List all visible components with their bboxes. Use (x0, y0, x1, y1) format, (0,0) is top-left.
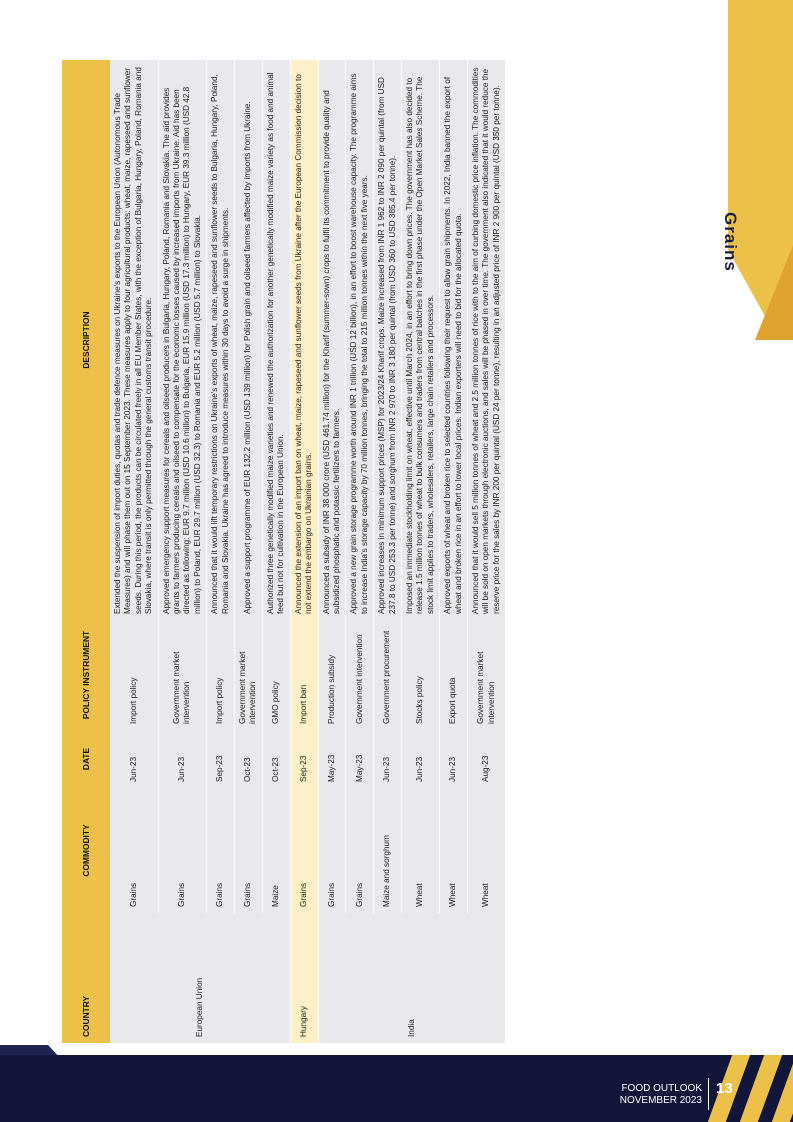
cell-policy-instrument: GMO policy (262, 620, 290, 730)
header-commodity: COMMODITY (62, 788, 110, 913)
cell-country: India (318, 913, 506, 1043)
cell-policy-instrument: Import policy (110, 620, 158, 730)
cell-commodity: Wheat (440, 788, 468, 913)
cell-commodity: Grains (110, 788, 158, 913)
cell-commodity: Grains (158, 788, 207, 913)
cell-commodity: Grains (346, 788, 374, 913)
cell-policy-instrument: Import ban (290, 620, 318, 730)
table-row (318, 60, 346, 1043)
cell-policy-instrument: Import policy (207, 620, 235, 730)
cell-description: Approved emergency support measures for cereals and oilseed producers in Bulgaria, Hungary, Poland, Romania and Slovakia. The aid provides grants to farmers producing cereals and oilseed to compensate for the economic losses caused by increased imports from Ukraine. Aid has been directed as following: EUR 9.7 million (USD 10.6 million) to Bulgaria, EUR 15.9 million (USD 17.3 million) to Hungary, EUR 39.3 million (USD 42.8 million) to Poland, EUR 29.7 million (USD 32.3) to Romania and EUR 5.2 million (USD 5.7 million) to Slovakia. (158, 60, 207, 620)
cell-description: Extended the suspension of import duties, quotas and trade defence measures on Ukraine's exports to the European Union (Autonomous Trade Measures) and will phase them out on 15 September 2023. These measures apply to four agricultural products: wheat, maize, rapeseed and sunflower seeds. During this period, the products can be circulated freely in all EU Member States, with the exception of Bulgaria, Hungary, Poland, Romania and Slovakia, where transit is only permitted through the general customs transit procedure. (110, 60, 158, 620)
header-date: DATE (62, 730, 110, 788)
cell-description: Approved a new grain storage programme worth around INR 1 trillion (USD 12 billion), in an effort to boost warehouse capacity. The programme aims to increase India's storage capacity by 70 million tonnes, bringing the total to 215 million tonnes within the next five years. (346, 60, 374, 620)
footer-divider (708, 1078, 709, 1110)
cell-date: Jun-23 (110, 730, 158, 788)
table-row (374, 60, 402, 1043)
cell-policy-instrument: Stocks policy (401, 620, 439, 730)
cell-date: Jun-23 (440, 730, 468, 788)
table-row (158, 60, 207, 1043)
header-country: COUNTRY (62, 913, 110, 1043)
table-body (110, 60, 506, 1043)
cell-date: Jun-23 (158, 730, 207, 788)
header-policy-instrument: POLICY INSTRUMENT (62, 620, 110, 730)
table-row (401, 60, 439, 1043)
cell-date: Jun-23 (374, 730, 402, 788)
cell-date: Oct-23 (235, 730, 263, 788)
cell-description: Announced the extension of an import ban on wheat, maize, rapeseed and sunflower seeds from Ukraine after the European Commission decision to not extend the embargo on Ukrainian grains. (290, 60, 318, 620)
table-row (262, 60, 290, 1043)
table-row (440, 60, 468, 1043)
cell-description: Announced a subsidy of INR 38 000 crore (USD 461.74 million) for the Kharif (summer-sown) crops to fulfil its commitment to provide quality and subsidized phosphatic and potassic fertilizers to farmers. (318, 60, 346, 620)
cell-policy-instrument: Government procurement (374, 620, 402, 730)
section-label: Grains (721, 212, 740, 272)
cell-description: Announced that it would lift temporary restrictions on Ukraine's exports of wheat, maize, rapeseed and sunflower seeds to Bulgaria, Hungary, Poland, Romania and Slovakia. Ukraine has agreed to introduce measures within 30 days to avoid a surge in shipments. (207, 60, 235, 620)
cell-commodity: Maize (262, 788, 290, 913)
cell-date: Sep-23 (290, 730, 318, 788)
cell-date: Aug-23 (467, 730, 505, 788)
cell-date: May-23 (346, 730, 374, 788)
cell-description: Approved increases in minimum support prices (MSP) for 2023/24 Kharif crops. Maize increased from INR 1 962 to INR 2 090 per quintal (from USD 237.8 to USD 253.3 per tonne) and sorghum from INR 2 970 to INR 3 180 per quintal (from USD 360 to USD 385.4 per tonne). (374, 60, 402, 620)
cell-date: Oct-23 (262, 730, 290, 788)
cell-description: Announced that it would sell 5 million tonnes of wheat and 2.5 million tonnes of rice with to the aim of curbing domestic price inflation. The commodities will be sold on open markets through electronic auctions, and sales will be phased in over time. The government also indicated that it would reduce the reserve price for the sales by INR 200 per quintal (USD 24 per tonne), resulting in an adjusted price of INR 2 900 per quintal (USD 350 per tonne). (467, 60, 505, 620)
cell-commodity: Grains (290, 788, 318, 913)
footer-line1: FOOD OUTLOOK (621, 1083, 702, 1094)
table-row (346, 60, 374, 1043)
table-row (207, 60, 235, 1043)
cell-description: Imposed an immediate stockholding limit on wheat, effective until March 2024, in an effort to bring down prices. The government has also decided to release 1.5 million tonnes of wheat to bulk consumers and traders from central batches in the first phase under the Open Market Sales Scheme. The stock limit applies to traders, wholesalers, retailers, large chain retailers and processors. (401, 60, 439, 620)
policy-table (62, 60, 506, 1043)
header-description: DESCRIPTION (62, 60, 110, 620)
cell-policy-instrument: Production subsidy (318, 620, 346, 730)
cell-description: Approved exports of wheat and broken rice to selected countries following their request to allow grain shipments. In 2022, India banned the export of wheat and broken rice in an effort to lower local prices. Indian exporters will need to bid for the allocated quota. (440, 60, 468, 620)
cell-description: Approved a support programme of EUR 132.2 million (USD 139 million) for Polish grain and oilseed farmers affected by imports from Ukraine. (235, 60, 263, 620)
cell-policy-instrument: Government market intervention (158, 620, 207, 730)
cell-date: Jun-23 (401, 730, 439, 788)
policy-table-rotated (62, 60, 687, 1043)
table-row (467, 60, 505, 1043)
table-row (110, 60, 158, 1043)
cell-commodity: Grains (235, 788, 263, 913)
cell-commodity: Wheat (467, 788, 505, 913)
cell-policy-instrument: Government intervention (346, 620, 374, 730)
cell-policy-instrument: Export quota (440, 620, 468, 730)
table-row (290, 60, 318, 1043)
cell-commodity: Wheat (401, 788, 439, 913)
cell-commodity: Grains (318, 788, 346, 913)
cell-description: Authorized three genetically modified maize varieties and renewed the authorization for another genetically modified maize variety as food and animal feed but not for cultivation in the European Union. (262, 60, 290, 620)
cell-commodity: Maize and sorghum (374, 788, 402, 913)
page-number: 13 (716, 1080, 733, 1097)
footer-publication (580, 1083, 702, 1107)
cell-date: Sep-23 (207, 730, 235, 788)
cell-commodity: Grains (207, 788, 235, 913)
cell-country: Hungary (290, 913, 318, 1043)
footer-line2: NOVEMBER 2023 (619, 1095, 702, 1106)
table-header-row (62, 60, 110, 1043)
cell-policy-instrument: Government market intervention (467, 620, 505, 730)
cell-country: European Union (110, 913, 290, 1043)
cell-date: May-23 (318, 730, 346, 788)
table-row (235, 60, 263, 1043)
cell-policy-instrument: Government market intervention (235, 620, 263, 730)
